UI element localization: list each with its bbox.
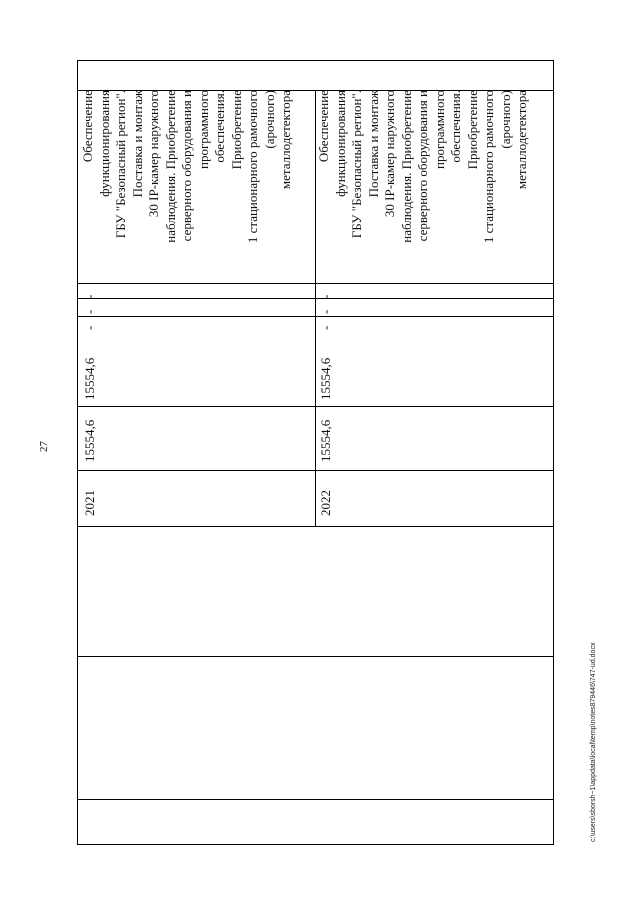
row-2021-dash: - — [82, 294, 97, 299]
table-rule — [78, 406, 553, 407]
row-2022-description: Обеспечение функционирования ГБУ "Безопасный регион". Поставка и монтаж 30 IP-камер наружного наблюдения. Приобретение серверного оборудования и программного обеспечения. Приобретение 1 стационарного рамочного (арочного) металлодетектора — [316, 90, 529, 244]
row-2022-dash: - — [318, 309, 333, 314]
table-rule — [78, 298, 553, 299]
row-2021-year: 2021 — [82, 490, 97, 516]
row-2022-dash: - — [318, 325, 333, 330]
row-2022-year: 2022 — [318, 490, 333, 516]
table-rule — [78, 526, 553, 527]
footer-file-path: c:\users\sborsh~1\appdata\local\temp\notes879446\747-ud.docx — [590, 642, 597, 842]
table-rule — [78, 283, 553, 284]
row-2021-value: 15554,6 — [82, 357, 97, 400]
row-2021-total: 15554,6 — [82, 419, 97, 462]
row-2021-description: Обеспечение функционирования ГБУ "Безопасный регион". Поставка и монтаж 30 IP-камер наружного наблюдения. Приобретение серверного оборудования и программного обеспечения. Приобретение 1 стационарного рамочного (арочного) металлодетектора — [80, 90, 293, 244]
table-rule — [78, 799, 553, 800]
table-rule — [78, 656, 553, 657]
row-2022-value: 15554,6 — [318, 357, 333, 400]
row-2021-dash: - — [82, 325, 97, 330]
page-number: 27 — [38, 441, 50, 452]
row-2021-dash: - — [82, 309, 97, 314]
row-2022-dash: - — [318, 294, 333, 299]
row-2022-total: 15554,6 — [318, 419, 333, 462]
table-rule — [78, 316, 553, 317]
